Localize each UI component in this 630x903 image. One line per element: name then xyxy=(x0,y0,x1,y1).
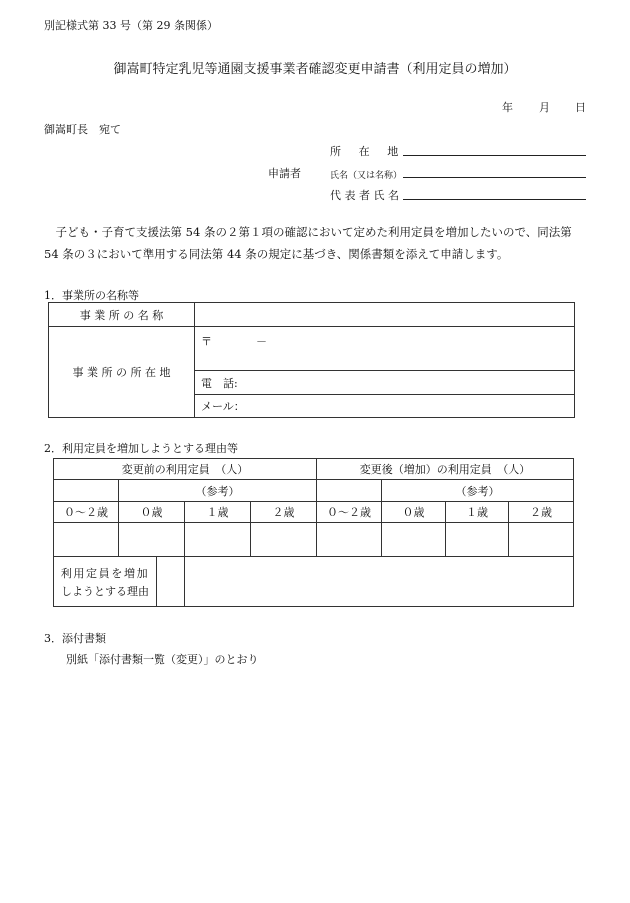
applicant-rep-label: 代 表 者 氏 名 xyxy=(330,189,399,202)
applicant-address-label: 所 在 地 xyxy=(330,145,402,158)
date-year: 年 xyxy=(502,101,513,114)
age-header-after-2: ２歳 xyxy=(509,502,574,523)
after-total-spacer xyxy=(317,480,382,502)
age-header-after-1: １歳 xyxy=(446,502,509,523)
form-number: 別記様式第 33 号（第 29 条関係） xyxy=(44,19,218,32)
facility-email-field[interactable] xyxy=(195,395,575,418)
age-header-before-total: ０～２歳 xyxy=(54,502,119,523)
age-header-after-0: ０歳 xyxy=(382,502,446,523)
facility-name-field[interactable] xyxy=(195,303,575,327)
age-header-after-total: ０～２歳 xyxy=(317,502,382,523)
after-total-input[interactable] xyxy=(317,523,382,557)
before-total-input[interactable] xyxy=(54,523,119,557)
section2-heading: 2．利用定員を増加しようとする理由等 xyxy=(44,442,238,455)
after-age1-input[interactable] xyxy=(446,523,509,557)
section1-heading: 1．事業所の名称等 xyxy=(44,289,139,302)
postal-mark: 〒 － xyxy=(201,335,267,348)
after-age0-input[interactable] xyxy=(382,523,446,557)
applicant-name-label: 氏名（又は名称） xyxy=(330,171,403,181)
age-header-before-0: ０歳 xyxy=(119,502,185,523)
reason-label-line2: しようとする理由 xyxy=(61,585,149,598)
reason-label-cell xyxy=(54,557,185,607)
facility-phone-field[interactable] xyxy=(195,371,575,395)
attachments-text: 別紙「添付書類一覧（変更）」のとおり xyxy=(66,653,259,666)
before-age2-input[interactable] xyxy=(251,523,317,557)
facility-postal-field[interactable] xyxy=(195,327,575,371)
before-age0-input[interactable] xyxy=(119,523,185,557)
before-total-spacer xyxy=(54,480,119,502)
date-day: 日 xyxy=(575,101,586,114)
before-reference-header: （参考） xyxy=(119,480,317,502)
age-header-before-1: １歳 xyxy=(185,502,251,523)
age-header-before-2: ２歳 xyxy=(251,502,317,523)
date-month: 月 xyxy=(539,101,550,114)
applicant-label: 申請者 xyxy=(268,167,301,180)
facility-table xyxy=(48,302,575,418)
document-title: 御嵩町特定乳児等通園支援事業者確認変更申請書（利用定員の増加） xyxy=(113,62,517,77)
email-label: メール： xyxy=(201,400,245,413)
after-capacity-header: 変更後（増加）の利用定員 （人） xyxy=(317,459,574,480)
application-statement: 子ども・子育て支援法第 54 条の２第１項の確認において定めた利用定員を増加したいので、同法第 54 条の３において準用する同法第 44 条の規定に基づき、関係書類を添えて申請します。 xyxy=(44,225,572,261)
facility-name-label: 事 業 所 の 名 称 xyxy=(49,303,195,327)
section3-heading: 3．添付書類 xyxy=(44,632,106,645)
reason-label-line1: 利用定員を増加 xyxy=(60,567,150,580)
phone-label: 電 話: xyxy=(201,376,238,390)
applicant-address-line[interactable] xyxy=(403,155,586,156)
applicant-name-line[interactable] xyxy=(403,177,586,178)
after-age2-input[interactable] xyxy=(509,523,574,557)
applicant-rep-line[interactable] xyxy=(403,199,586,200)
before-capacity-header: 変更前の利用定員 （人） xyxy=(54,459,317,480)
after-reference-header: （参考） xyxy=(382,480,574,502)
addressee: 御嵩町長 宛て xyxy=(44,123,121,136)
reason-input[interactable] xyxy=(185,557,574,607)
before-age1-input[interactable] xyxy=(185,523,251,557)
capacity-table xyxy=(53,458,574,607)
facility-address-label: 事 業 所 の 所 在 地 xyxy=(49,327,195,418)
